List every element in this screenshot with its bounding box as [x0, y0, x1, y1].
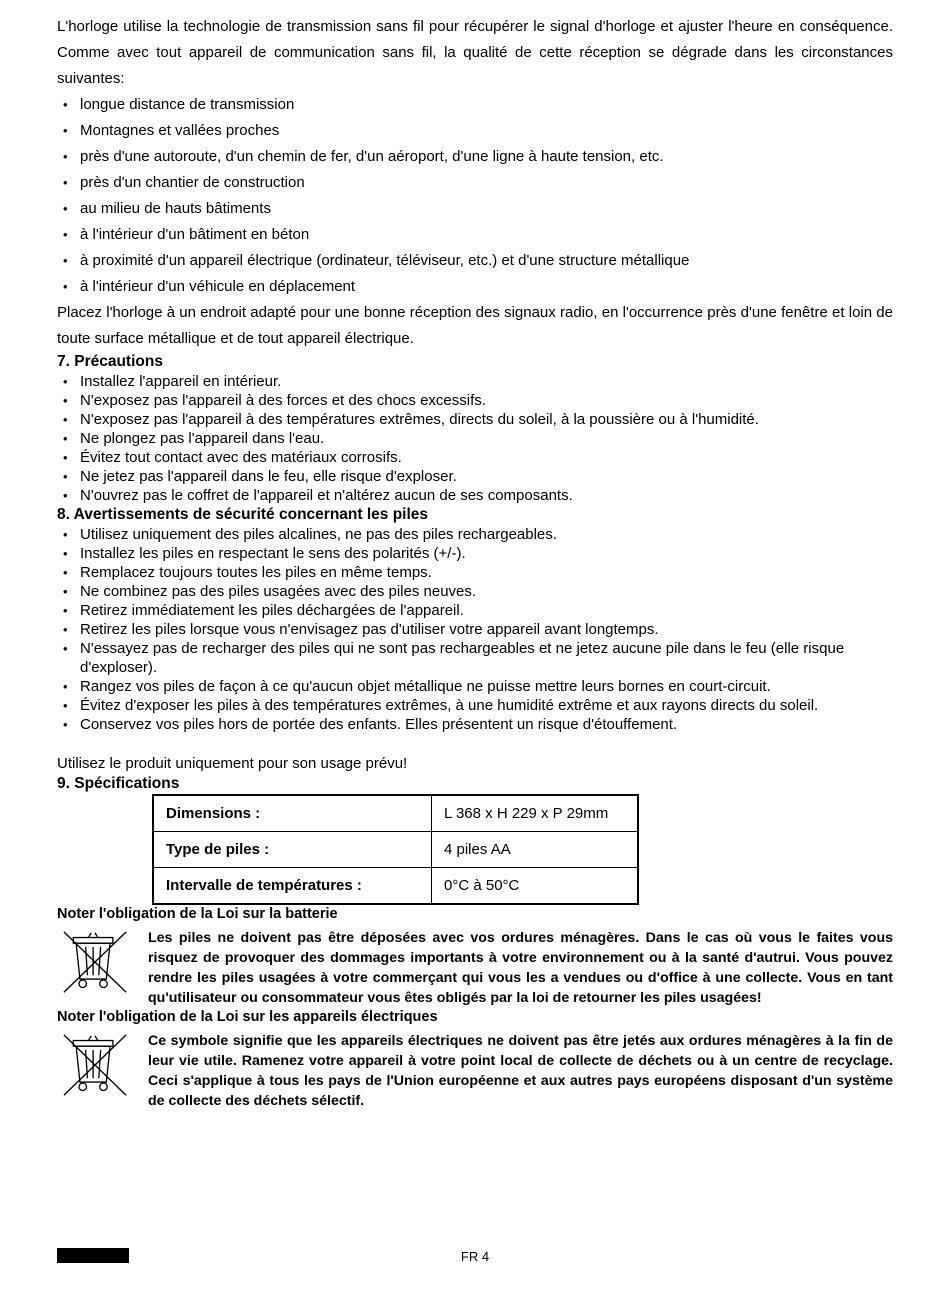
battery-warnings-list — [57, 525, 893, 734]
battery-law-text: Les piles ne doivent pas être déposées avec vos ordures ménagères. Dans le cas où vous le faites vous risquez de provoquer des dommages importants à votre environnement ou à la santé d'autrui. Vous pouvez rendre les piles usagées à votre commerçant qui vous les a vendues ou d'office à une collecte. Vous en tant qu'utilisateur ou consommateur vous êtes obligés par la loi de retourner les piles usagées! — [148, 930, 893, 1006]
list-item: • Utilisez uniquement des piles alcalines, ne pas des piles rechargeables. — [57, 525, 893, 544]
specifications-heading: 9. Spécifications — [57, 775, 180, 792]
list-item: • Montagnes et vallées proches — [57, 118, 893, 144]
list-item: • longue distance de transmission — [57, 92, 893, 118]
spec-label: Type de piles : — [153, 832, 432, 868]
list-item: • N'essayez pas de recharger des piles qui ne sont pas rechargeables et ne jetez aucune pile dans le feu (elle risque d'exploser). — [57, 639, 893, 677]
battery-law-heading: Noter l'obligation de la Loi sur la batterie — [57, 906, 338, 922]
list-item: • Ne plongez pas l'appareil dans l'eau. — [57, 429, 893, 448]
list-item: • Ne jetez pas l'appareil dans le feu, elle risque d'exploser. — [57, 467, 893, 486]
spec-value: 0°C à 50°C — [432, 868, 639, 905]
table-row — [153, 868, 638, 905]
spec-label: Intervalle de températures : — [153, 868, 432, 905]
table-row — [153, 832, 638, 868]
page-footer — [57, 1246, 893, 1264]
battery-warnings-heading: 8. Avertissements de sécurité concernant les piles — [57, 506, 429, 523]
list-item: • à l'intérieur d'un bâtiment en béton — [57, 222, 893, 248]
specifications-table — [152, 794, 639, 905]
weee-crossed-out-bin-icon — [57, 1031, 148, 1111]
spec-value: L 368 x H 229 x P 29mm — [432, 795, 639, 832]
list-item: • N'exposez pas l'appareil à des températures extrêmes, directs du soleil, à la poussière ou à l'humidité. — [57, 410, 893, 429]
reception-conditions-list — [57, 92, 893, 300]
list-item: • Conservez vos piles hors de portée des enfants. Elles présentent un risque d'étouffement. — [57, 715, 893, 734]
list-item: • Évitez tout contact avec des matériaux corrosifs. — [57, 448, 893, 467]
list-item: • Retirez immédiatement les piles déchargées de l'appareil. — [57, 601, 893, 620]
electrical-law-heading: Noter l'obligation de la Loi sur les appareils électriques — [57, 1009, 438, 1025]
electrical-law-note — [57, 1031, 893, 1111]
usage-note: Utilisez le produit uniquement pour son usage prévu! — [57, 755, 408, 772]
intro-paragraph: L'horloge utilise la technologie de transmission sans fil pour récupérer le signal d'horloge et ajuster l'heure en conséquence. Comme avec tout appareil de communication sans fil, la qualité de cette réception se dégrade dans les circonstances suivantes: — [57, 18, 893, 87]
list-item: • Installez les piles en respectant le sens des polarités (+/-). — [57, 544, 893, 563]
list-item: • Rangez vos piles de façon à ce qu'aucun objet métallique ne puisse mettre leurs bornes en court-circuit. — [57, 677, 893, 696]
list-item: • Évitez d'exposer les piles à des températures extrêmes, à une humidité extrême et aux rayons directs du soleil. — [57, 696, 893, 715]
page-number: FR 4 — [460, 1249, 490, 1264]
list-item: • à proximité d'un appareil électrique (ordinateur, téléviseur, etc.) et d'une structure métallique — [57, 248, 893, 274]
precautions-list — [57, 372, 893, 505]
list-item: • N'ouvrez pas le coffret de l'appareil et n'altérez aucun de ses composants. — [57, 486, 893, 505]
list-item: • Retirez les piles lorsque vous n'envisagez pas d'utiliser votre appareil avant longtemps. — [57, 620, 893, 639]
list-item: • Ne combinez pas des piles usagées avec des piles neuves. — [57, 582, 893, 601]
list-item: • près d'une autoroute, d'un chemin de fer, d'un aéroport, d'une ligne à haute tension, etc. — [57, 144, 893, 170]
list-item: • Installez l'appareil en intérieur. — [57, 372, 893, 391]
spec-value: 4 piles AA — [432, 832, 639, 868]
list-item: • à l'intérieur d'un véhicule en déplacement — [57, 274, 893, 300]
list-item: • N'exposez pas l'appareil à des forces et des chocs excessifs. — [57, 391, 893, 410]
placement-paragraph: Placez l'horloge à un endroit adapté pour une bonne réception des signaux radio, en l'occurrence près d'une fenêtre et loin de toute surface métallique et de tout appareil électrique. — [57, 304, 893, 347]
battery-law-note — [57, 928, 893, 1008]
electrical-law-text: Ce symbole signifie que les appareils électriques ne doivent pas être jetés aux ordures ménagères à la fin de leur vie utile. Ramenez votre appareil à votre point local de collecte de déchets ou à un centre de recyclage. Ceci s'applique à tous les pays de l'Union européenne et aux autres pays européens disposant d'un système de collecte des déchets sélectif. — [148, 1033, 893, 1109]
table-row — [153, 795, 638, 832]
list-item: • au milieu de hauts bâtiments — [57, 196, 893, 222]
spec-label: Dimensions : — [153, 795, 432, 832]
list-item: • Remplacez toujours toutes les piles en même temps. — [57, 563, 893, 582]
list-item: • près d'un chantier de construction — [57, 170, 893, 196]
weee-crossed-out-bin-icon — [57, 928, 148, 1008]
precautions-heading: 7. Précautions — [57, 353, 163, 370]
